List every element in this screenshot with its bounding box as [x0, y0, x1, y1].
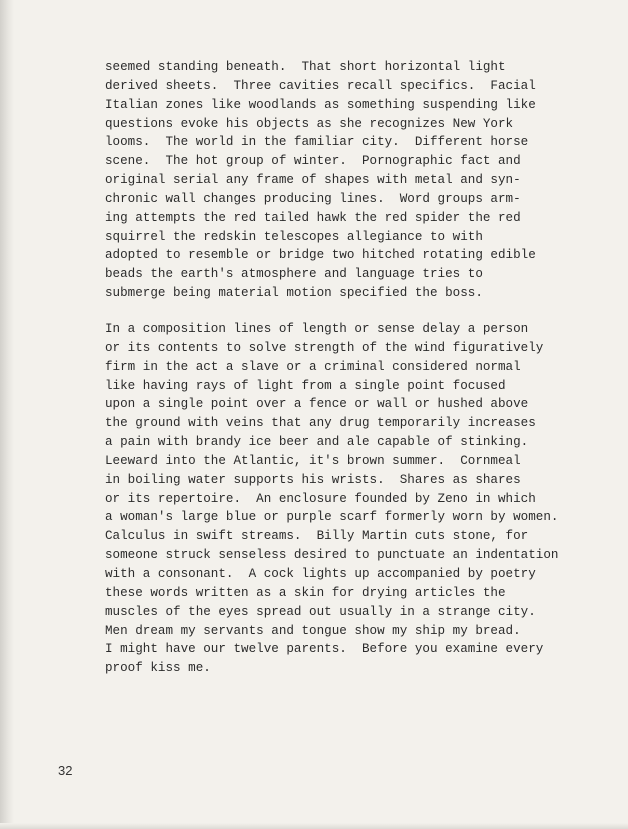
- paragraph-1-line: squirrel the redskin telescopes allegiance to with: [105, 229, 483, 244]
- paragraph-2-line: Men dream my servants and tongue show my ship my bread.: [105, 623, 521, 638]
- paragraph-2-line: muscles of the eyes spread out usually in a strange city.: [105, 604, 536, 619]
- paragraph-2: [105, 320, 575, 678]
- paragraph-2-line: with a consonant. A cock lights up accompanied by poetry: [105, 566, 536, 581]
- paragraph-2-line: In a composition lines of length or sense delay a person: [105, 322, 529, 336]
- paragraph-1-line: scene. The hot group of winter. Pornographic fact and: [105, 154, 521, 169]
- page-bottom-edge-shadow: [0, 823, 628, 829]
- paragraph-2-line: I might have our twelve parents. Before you examine every: [105, 642, 544, 657]
- paragraph-2-line: someone struck senseless desired to punctuate an indentation: [105, 548, 559, 563]
- page-number: 32: [58, 763, 73, 778]
- paragraph-1-line: looms. The world in the familiar city. Different horse: [105, 135, 529, 150]
- paragraph-2-line: in boiling water supports his wrists. Shares as shares: [105, 472, 521, 487]
- paragraph-1-line: derived sheets. Three cavities recall specifics. Facial: [105, 78, 536, 93]
- paragraph-2-line: proof kiss me.: [105, 661, 211, 676]
- paragraph-2-line: or its repertoire. An enclosure founded by Zeno in which: [105, 491, 536, 506]
- paragraph-1-line: chronic wall changes producing lines. Word groups arm-: [105, 191, 521, 206]
- paragraph-1-line: ing attempts the red tailed hawk the red spider the red: [105, 210, 521, 225]
- paragraph-1-line: questions evoke his objects as she recognizes New York: [105, 116, 514, 131]
- paragraph-1-line: seemed standing beneath. That short horizontal light: [105, 60, 506, 74]
- paragraph-2-line: these words written as a skin for drying articles the: [105, 585, 506, 600]
- paragraph-2-line: firm in the act a slave or a criminal considered normal: [105, 359, 521, 374]
- paragraph-2-line: a woman's large blue or purple scarf formerly worn by women.: [105, 510, 559, 525]
- paragraph-2-line: like having rays of light from a single point focused: [105, 378, 506, 393]
- paragraph-1-line: Italian zones like woodlands as something suspending like: [105, 97, 536, 112]
- paragraph-2-line: or its contents to solve strength of the wind figuratively: [105, 340, 544, 355]
- paragraph-2-line: upon a single point over a fence or wall or hushed above: [105, 397, 529, 412]
- page-left-edge-shadow: [0, 0, 14, 829]
- paragraph-2-line: the ground with veins that any drug temporarily increases: [105, 416, 536, 431]
- paragraph-2-line: Leeward into the Atlantic, it's brown summer. Cornmeal: [105, 453, 521, 468]
- paragraph-2-line: a pain with brandy ice beer and ale capable of stinking.: [105, 435, 529, 450]
- paragraph-2-line: Calculus in swift streams. Billy Martin cuts stone, for: [105, 529, 529, 544]
- paragraph-1: [105, 58, 575, 303]
- paragraph-1-line: submerge being material motion specified the boss.: [105, 286, 483, 301]
- paragraph-1-line: beads the earth's atmosphere and language tries to: [105, 267, 483, 282]
- paragraph-1-line: original serial any frame of shapes with metal and syn-: [105, 173, 521, 188]
- paragraph-1-line: adopted to resemble or bridge two hitched rotating edible: [105, 248, 536, 263]
